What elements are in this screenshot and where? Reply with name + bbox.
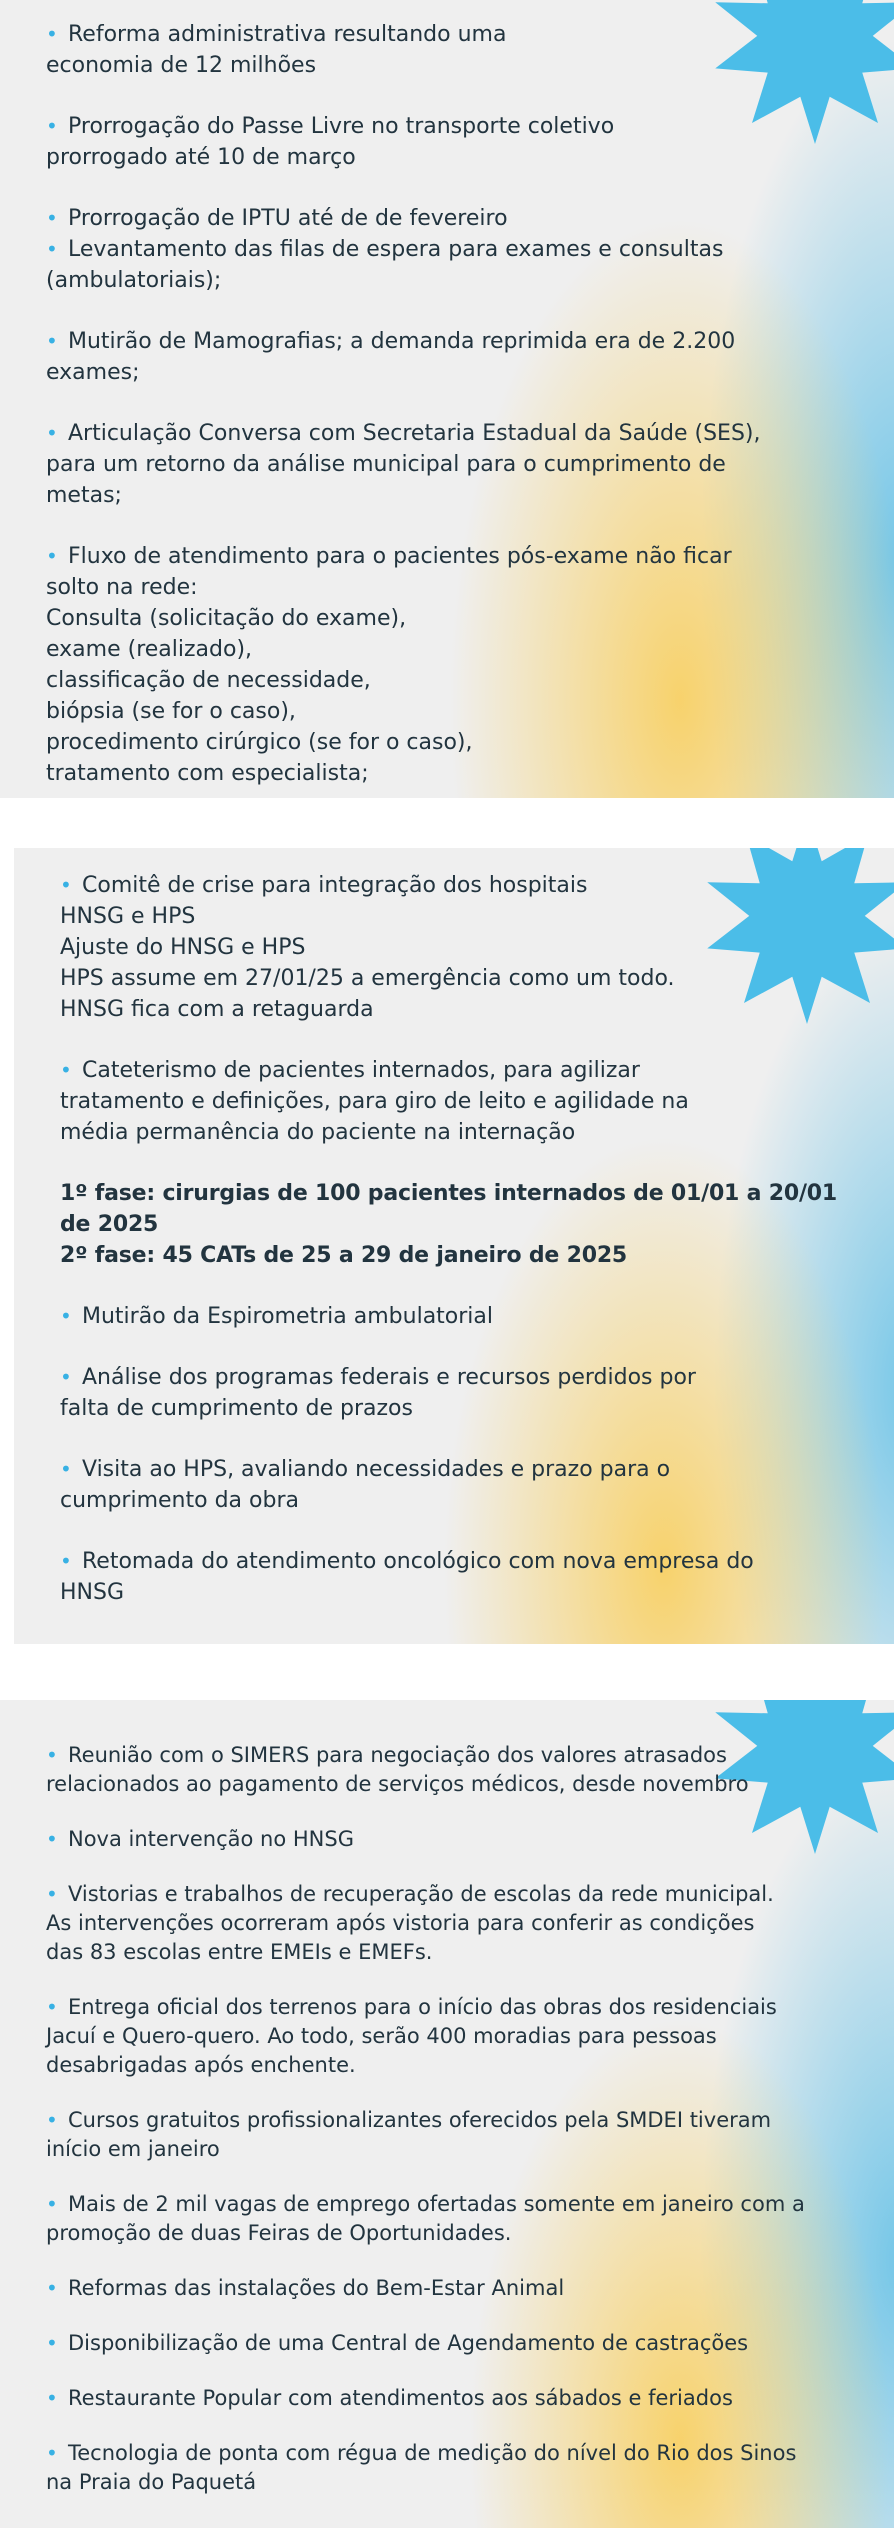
bullet-icon: • [46, 2386, 58, 2410]
list-item: • Visita ao HPS, avaliando necessidades e prazo para o cumprimento da obra [60, 1454, 850, 1516]
bullet-icon: • [46, 2331, 58, 2355]
list-item: • Entrega oficial dos terrenos para o início das obras dos residenciais Jacuí e Quero-quero. Ao todo, serão 400 moradias para pessoas desabrigadas após enchente. [46, 1995, 777, 2077]
list-item: • Vistorias e trabalhos de recuperação de escolas da rede municipal. As intervenções ocorreram após vistoria para conferir as condições das 83 escolas entre EMEIs e EMEFs. [46, 1882, 774, 1964]
list-item: • Mutirão da Espirometria ambulatorial [60, 1301, 850, 1332]
bullet-icon: • [46, 2192, 58, 2216]
slide-2 [14, 848, 894, 1644]
slide-3 [0, 1700, 894, 2528]
bullet-icon: • [46, 206, 58, 230]
list-item: • Levantamento das filas de espera para exames e consultas (ambulatoriais); [46, 234, 846, 296]
list-item: • Fluxo de atendimento para o pacientes pós-exame não ficar solto na rede: Consulta (solicitação do exame), exame (realizado), classificação de necessidade, biópsia (se for o caso), procedimento cirúrgico (se for o caso), tratamento com especialista; [46, 541, 846, 789]
list-item: • Articulação Conversa com Secretaria Estadual da Saúde (SES), para um retorno da análise municipal para o cumprimento de metas; [46, 418, 846, 511]
phase-summary: 1º fase: cirurgias de 100 pacientes internados de 01/01 a 20/01 de 2025 2º fase: 45 CATs de 25 a 29 de janeiro de 2025 [60, 1181, 837, 1268]
bullet-icon: • [46, 421, 58, 445]
list-item: • Tecnologia de ponta com régua de medição do nível do Rio dos Sinos na Praia do Paquetá [46, 2441, 797, 2494]
bullet-icon: • [46, 2441, 58, 2465]
bullet-icon: • [60, 1365, 72, 1389]
bullet-icon: • [46, 1882, 58, 1906]
bullet-icon: • [60, 1457, 72, 1481]
list-item: • Reforma administrativa resultando uma economia de 12 milhões [46, 19, 846, 81]
list-item: • Prorrogação de IPTU até de de fevereiro [46, 203, 846, 234]
bullet-icon: • [46, 22, 58, 46]
bullet-icon: • [46, 2108, 58, 2132]
bullet-icon: • [46, 1827, 58, 1851]
bullet-icon: • [46, 2276, 58, 2300]
list-item: • Cateterismo de pacientes internados, para agilizar tratamento e definições, para giro de leito e agilidade na média permanência do paciente na internação [60, 1055, 850, 1148]
list-item: • Cursos gratuitos profissionalizantes oferecidos pela SMDEI tiveram início em janeiro [46, 2108, 772, 2161]
list-item: • Análise dos programas federais e recursos perdidos por falta de cumprimento de prazos [60, 1362, 850, 1424]
list-item: • Disponibilização de uma Central de Agendamento de castrações [46, 2329, 866, 2358]
slide-1-content [46, 19, 846, 789]
list-item: • Reunião com o SIMERS para negociação dos valores atrasados relacionados ao pagamento de serviços médicos, desde novembro [46, 1743, 749, 1796]
slide-2-content [60, 870, 850, 1608]
list-item: • Nova intervenção no HNSG [46, 1825, 866, 1854]
list-item: • Retomada do atendimento oncológico com nova empresa do HNSG [60, 1546, 850, 1608]
list-item: • Prorrogação do Passe Livre no transporte coletivo prorrogado até 10 de março [46, 111, 846, 173]
list-item: • Reformas das instalações do Bem-Estar Animal [46, 2274, 866, 2303]
bullet-icon: • [60, 873, 72, 897]
bullet-icon: • [60, 1058, 72, 1082]
list-item: • Mais de 2 mil vagas de emprego ofertadas somente em janeiro com a promoção de duas Feiras de Oportunidades. [46, 2192, 805, 2245]
bullet-icon: • [46, 1743, 58, 1767]
bullet-icon: • [46, 1995, 58, 2019]
list-item: • Comitê de crise para integração dos hospitais HNSG e HPS Ajuste do HNSG e HPS HPS assume em 27/01/25 a emergência como um todo. HNSG fica com a retaguarda [60, 870, 850, 1025]
bullet-icon: • [60, 1549, 72, 1573]
bullet-icon: • [46, 237, 58, 261]
slide-3-content [46, 1741, 866, 2497]
list-item: • Mutirão de Mamografias; a demanda reprimida era de 2.200 exames; [46, 326, 846, 388]
slide-1 [0, 0, 894, 798]
bullet-icon: • [60, 1304, 72, 1328]
bullet-icon: • [46, 329, 58, 353]
bullet-icon: • [46, 114, 58, 138]
list-item: • Restaurante Popular com atendimentos aos sábados e feriados [46, 2384, 866, 2413]
bullet-icon: • [46, 544, 58, 568]
